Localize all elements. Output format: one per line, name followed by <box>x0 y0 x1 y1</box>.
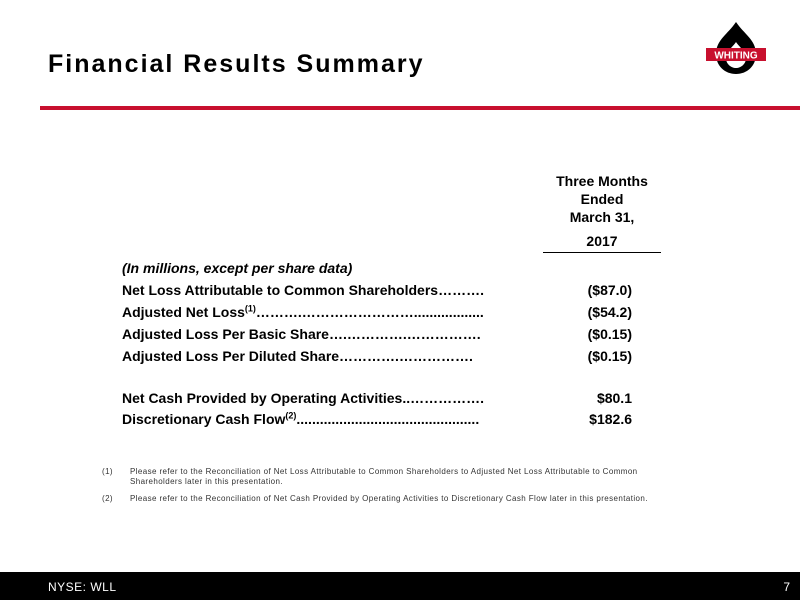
footer-ticker: NYSE: WLL <box>48 580 117 594</box>
row-net-cash-label: Net Cash Provided by Operating Activities..……………. <box>122 390 484 406</box>
column-header-line: March 31, <box>569 209 635 225</box>
column-header-line: Three Months <box>556 173 648 189</box>
row-adjusted-net-loss-label <box>122 304 484 320</box>
row-label-text: Adjusted Net Loss <box>122 304 245 320</box>
footnote-text: Please refer to the Reconciliation of Net Loss Attributable to Common Shareholders to Adjusted Net Loss Attributable to Common Shareholders later in this presentation. <box>130 467 638 486</box>
row-adjusted-basic-label: Adjusted Loss Per Basic Share….………….……………. <box>122 326 481 342</box>
whiting-logo <box>706 20 766 78</box>
row-discretionary-cash-flow-value: $182.6 <box>589 411 632 427</box>
column-header <box>540 172 664 226</box>
row-leader-dots: ............................................... <box>296 411 480 427</box>
units-note: (In millions, except per share data) <box>122 260 353 276</box>
footnote-number: (1) <box>102 467 113 476</box>
footer-bar <box>0 572 800 600</box>
page-title: Financial Results Summary <box>48 50 425 78</box>
logo-text: WHITING <box>714 50 758 62</box>
row-adjusted-diluted-value: ($0.15) <box>587 348 632 364</box>
row-adjusted-net-loss-value: ($54.2) <box>587 304 632 320</box>
row-discretionary-cash-flow-label <box>122 411 479 427</box>
row-adjusted-diluted-label: Adjusted Loss Per Diluted Share………….……………. <box>122 348 473 364</box>
column-header-line: Ended <box>580 191 624 207</box>
footnote-number: (2) <box>102 494 113 503</box>
footnote-text: Please refer to the Reconciliation of Net Cash Provided by Operating Activities to Discretionary Cash Flow later in this presentation. <box>130 494 648 503</box>
footnote-ref: (1) <box>244 303 256 314</box>
row-adjusted-basic-value: ($0.15) <box>587 326 632 342</box>
row-label-text: Discretionary Cash Flow <box>122 411 286 427</box>
title-divider <box>40 106 800 110</box>
footnote-ref: (2) <box>285 410 297 421</box>
row-leader-dots: ……….…………………….................. <box>255 304 484 320</box>
row-net-cash-value: $80.1 <box>596 390 632 406</box>
row-net-loss-value: ($87.0) <box>587 282 632 298</box>
page-number: 7 <box>783 580 790 594</box>
row-net-loss-label: Net Loss Attributable to Common Shareholders………. <box>122 282 484 298</box>
column-year: 2017 <box>543 233 661 253</box>
